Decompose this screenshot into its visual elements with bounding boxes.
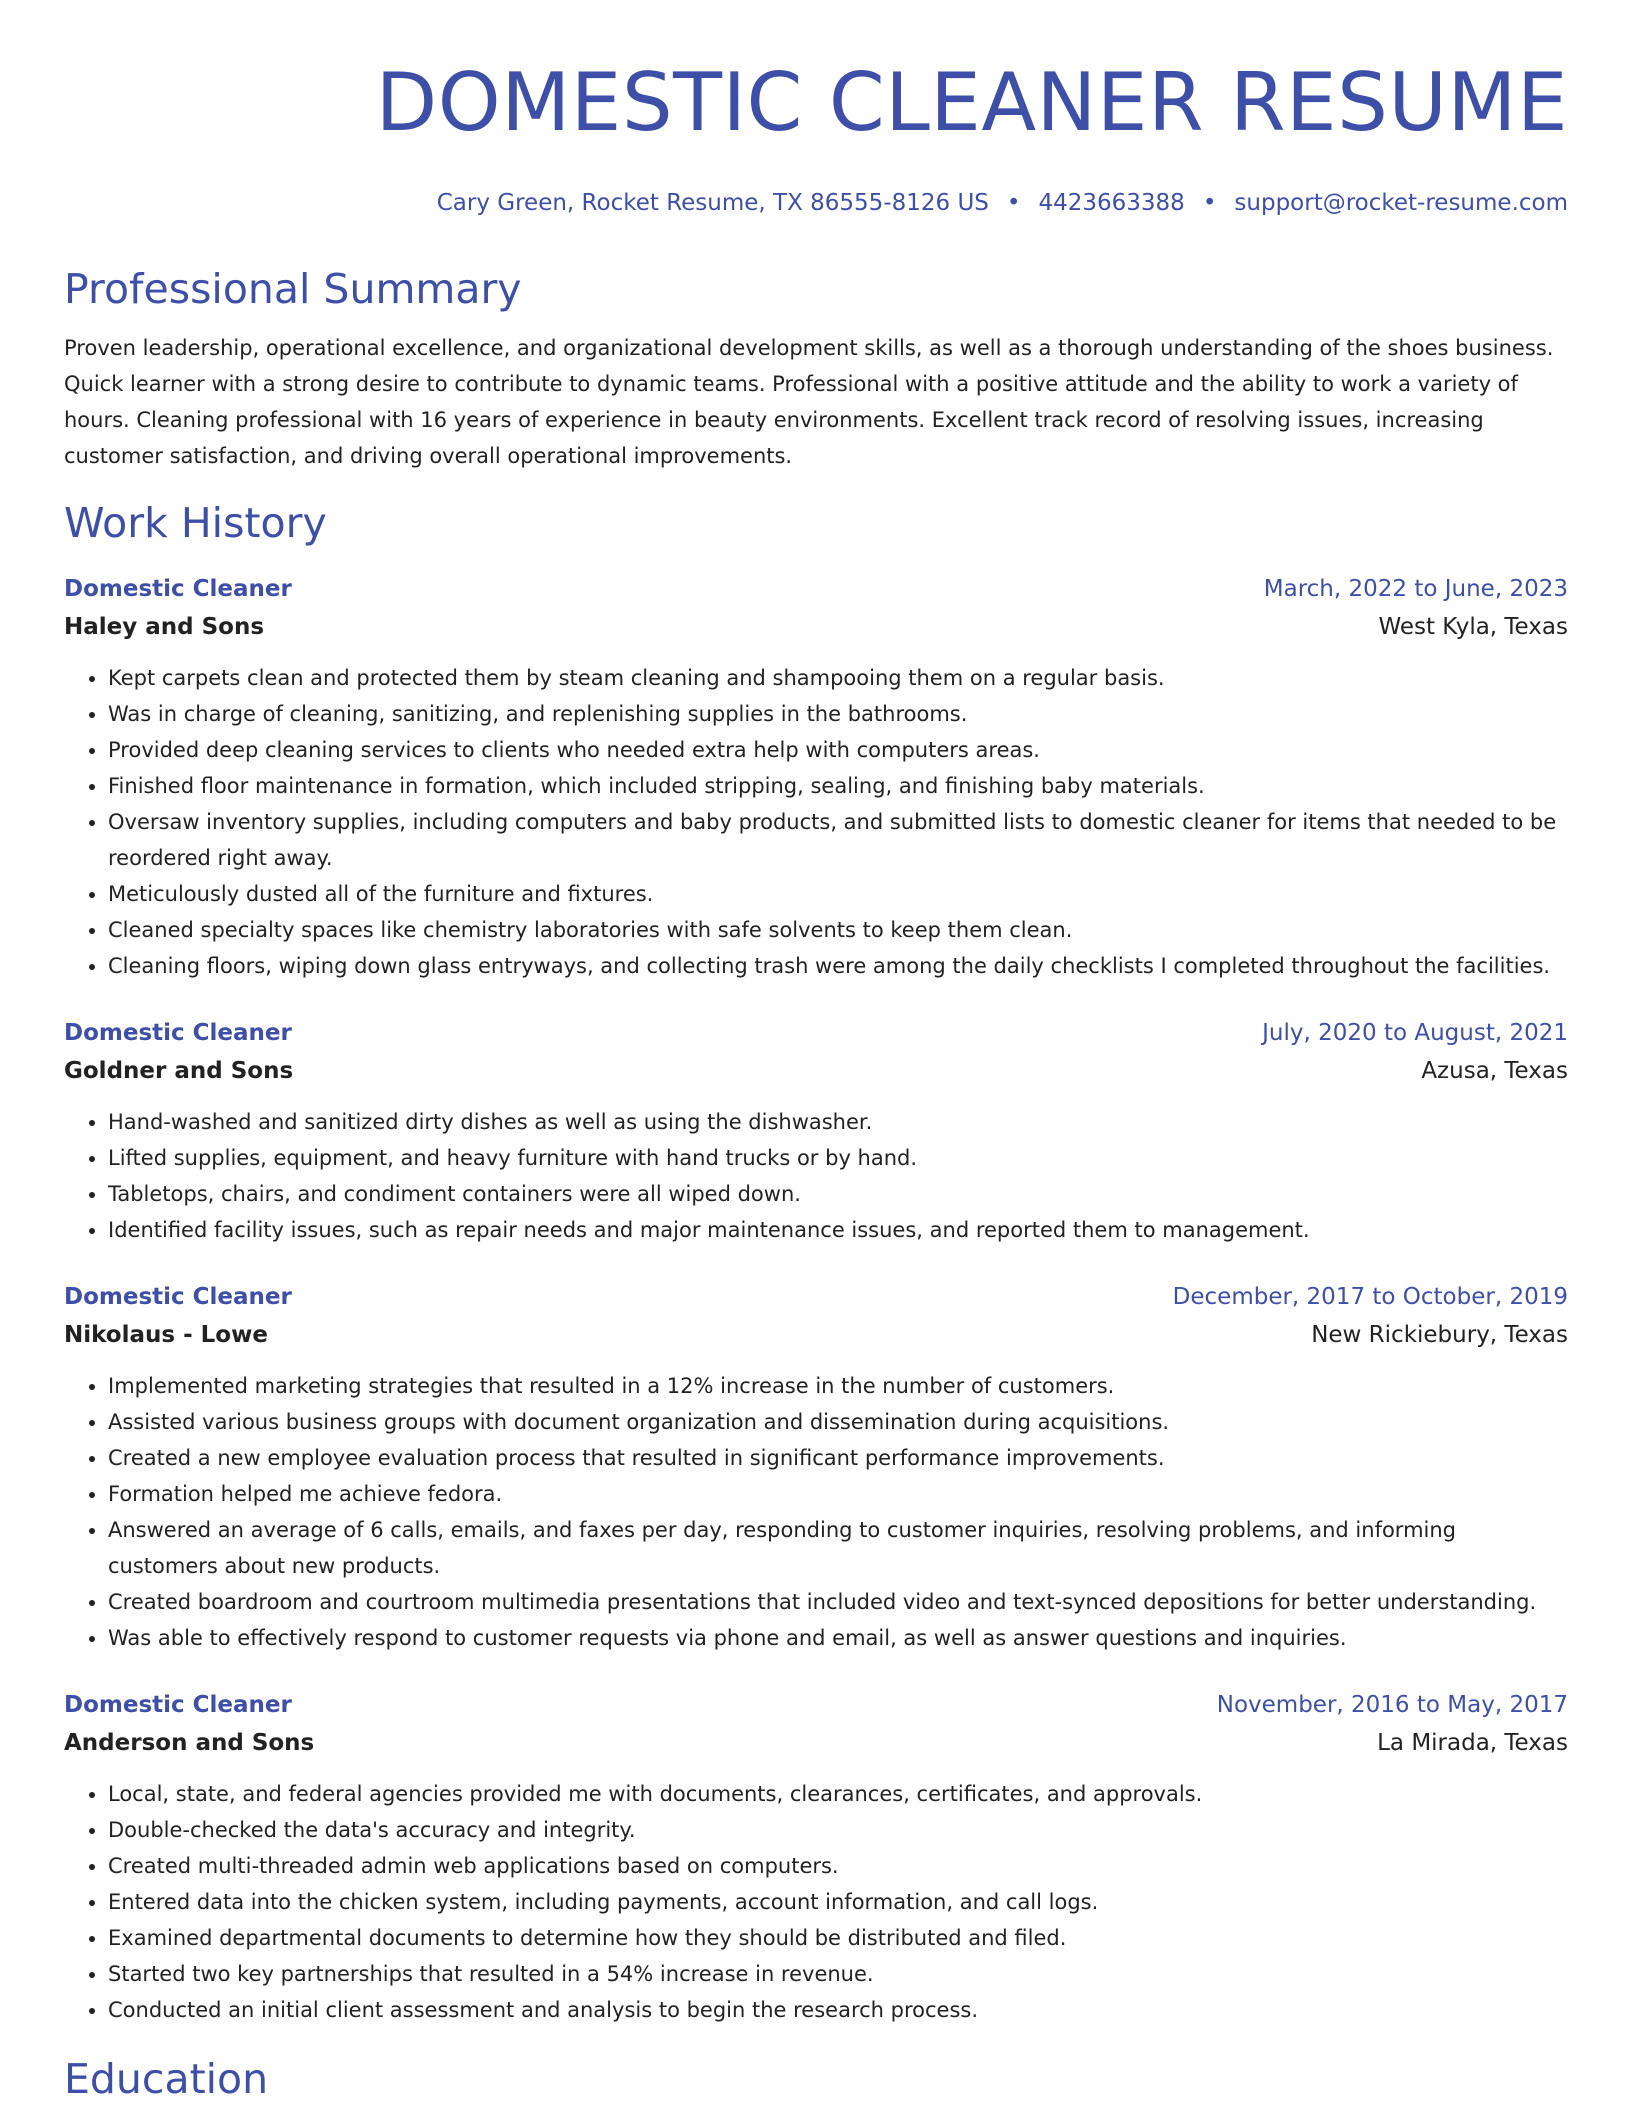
- job-bullet: • Double-checked the data's accuracy and integrity.: [108, 1812, 1568, 1848]
- job-bullet: • Was able to effectively respond to customer requests via phone and email, as well as answer questions and inquiries.: [108, 1620, 1568, 1656]
- job-bullet: • Created boardroom and courtroom multimedia presentations that included video and text-synced depositions for better understanding.: [108, 1584, 1568, 1620]
- job-bullet: • Kept carpets clean and protected them by steam cleaning and shampooing them on a regular basis.: [108, 660, 1568, 696]
- job-dates: November, 2016 to May, 2017: [1216, 1692, 1568, 1718]
- job-bullet: • Lifted supplies, equipment, and heavy furniture with hand trucks or by hand.: [108, 1140, 1568, 1176]
- job-company: Haley and Sons: [64, 614, 265, 640]
- contact-email[interactable]: support@rocket-resume.com: [1234, 190, 1568, 216]
- job-bullet: • Oversaw inventory supplies, including computers and baby products, and submitted lists to domestic cleaner for items that needed to be reordered right away.: [108, 804, 1568, 876]
- job-entry: [64, 1278, 1568, 1656]
- job-role-row: [64, 1278, 1568, 1316]
- contact-separator: •: [1202, 190, 1217, 216]
- job-role: Domestic Cleaner: [64, 1692, 292, 1718]
- job-bullet: • Provided deep cleaning services to clients who needed extra help with computers areas.: [108, 732, 1568, 768]
- job-location: West Kyla, Texas: [1378, 614, 1568, 640]
- resume-page: [64, 0, 1568, 2104]
- contact-phone: 4423663388: [1038, 190, 1185, 216]
- job-bullet-list: [64, 1368, 1568, 1656]
- resume-header: [64, 0, 1568, 218]
- job-bullet: • Tabletops, chairs, and condiment containers were all wiped down.: [108, 1176, 1568, 1212]
- job-company: Anderson and Sons: [64, 1730, 315, 1756]
- job-company: Nikolaus - Lowe: [64, 1322, 268, 1348]
- job-bullet-list: [64, 1776, 1568, 2028]
- job-bullet: • Implemented marketing strategies that resulted in a 12% increase in the number of customers.: [108, 1368, 1568, 1404]
- resume-title: DOMESTIC CLEANER RESUME: [375, 56, 1568, 149]
- work-history-list: [64, 570, 1568, 2028]
- job-dates: December, 2017 to October, 2019: [1172, 1284, 1568, 1310]
- job-bullet: • Assisted various business groups with document organization and dissemination during acquisitions.: [108, 1404, 1568, 1440]
- job-bullet: • Examined departmental documents to determine how they should be distributed and filed.: [108, 1920, 1568, 1956]
- summary-text: Proven leadership, operational excellence, and organizational development skills, as well as a thorough understanding of the shoes business. Quick learner with a strong desire to contribute to dynamic teams. Professional with a positive attitude and the ability to work a variety of hours. Cleaning professional with 16 years of experience in beauty environments. Excellent track record of resolving issues, increasing customer satisfaction, and driving overall operational improvements.: [64, 336, 1554, 468]
- work-history-heading: Work History: [64, 499, 327, 547]
- job-role-row: [64, 570, 1568, 608]
- job-role-row: [64, 1686, 1568, 1724]
- job-bullet: • Conducted an initial client assessment and analysis to begin the research process.: [108, 1992, 1568, 2028]
- job-bullet: • Meticulously dusted all of the furniture and fixtures.: [108, 876, 1568, 912]
- contact-separator: •: [1006, 190, 1021, 216]
- job-bullet: • Was in charge of cleaning, sanitizing, and replenishing supplies in the bathrooms.: [108, 696, 1568, 732]
- job-entry: [64, 1686, 1568, 2028]
- job-company-row: [64, 1316, 1568, 1354]
- job-entry: [64, 1014, 1568, 1248]
- job-role: Domestic Cleaner: [64, 1020, 292, 1046]
- job-role: Domestic Cleaner: [64, 1284, 292, 1310]
- job-bullet-list: [64, 1104, 1568, 1248]
- job-company-row: [64, 608, 1568, 646]
- job-bullet: • Started two key partnerships that resulted in a 54% increase in revenue.: [108, 1956, 1568, 1992]
- job-dates: March, 2022 to June, 2023: [1263, 576, 1568, 602]
- education-heading: Education: [64, 2055, 269, 2103]
- job-bullet: • Finished floor maintenance in formation, which included stripping, sealing, and finishing baby materials.: [108, 768, 1568, 804]
- job-company: Goldner and Sons: [64, 1058, 294, 1084]
- job-bullet: • Entered data into the chicken system, including payments, account information, and call logs.: [108, 1884, 1568, 1920]
- job-dates: July, 2020 to August, 2021: [1262, 1020, 1568, 1046]
- job-company-row: [64, 1724, 1568, 1762]
- job-bullet: • Local, state, and federal agencies provided me with documents, clearances, certificates, and approvals.: [108, 1776, 1568, 1812]
- job-bullet: • Created multi-threaded admin web applications based on computers.: [108, 1848, 1568, 1884]
- contact-line: [64, 188, 1568, 218]
- job-entry: [64, 570, 1568, 984]
- contact-address: Cary Green, Rocket Resume, TX 86555-8126 US: [436, 190, 989, 216]
- job-location: La Mirada, Texas: [1377, 1730, 1568, 1756]
- job-company-row: [64, 1052, 1568, 1090]
- job-bullet: • Answered an average of 6 calls, emails, and faxes per day, responding to customer inquiries, resolving problems, and informing customers about new products.: [108, 1512, 1568, 1584]
- job-bullet: • Cleaned specialty spaces like chemistry laboratories with safe solvents to keep them clean.: [108, 912, 1568, 948]
- job-bullet: • Cleaning floors, wiping down glass entryways, and collecting trash were among the daily checklists I completed throughout the facilities.: [108, 948, 1568, 984]
- job-location: Azusa, Texas: [1421, 1058, 1568, 1084]
- job-bullet: • Created a new employee evaluation process that resulted in significant performance improvements.: [108, 1440, 1568, 1476]
- summary-heading: Professional Summary: [64, 265, 522, 313]
- job-bullet: • Identified facility issues, such as repair needs and major maintenance issues, and reported them to management.: [108, 1212, 1568, 1248]
- job-bullet: • Formation helped me achieve fedora.: [108, 1476, 1568, 1512]
- job-location: New Rickiebury, Texas: [1311, 1322, 1568, 1348]
- job-role-row: [64, 1014, 1568, 1052]
- job-bullet: • Hand-washed and sanitized dirty dishes as well as using the dishwasher.: [108, 1104, 1568, 1140]
- job-role: Domestic Cleaner: [64, 576, 292, 602]
- job-bullet-list: [64, 660, 1568, 984]
